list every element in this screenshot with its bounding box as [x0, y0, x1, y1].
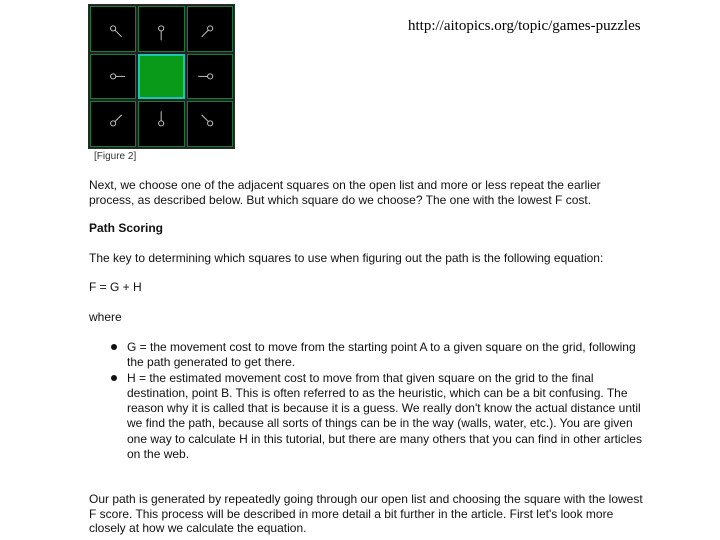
parent-pointer-icon	[91, 102, 135, 146]
intro-paragraph: Next, we choose one of the adjacent squares on the open list and more or less repeat the earlier process, as described below. But which square do we choose? The one with the lowest F cost.	[89, 178, 601, 207]
definition-list	[108, 340, 648, 462]
definition-h: H = the estimated movement cost to move from that given square on the grid to the final destination, point B. This is often referred to as the heuristic, which can be a bit confusing. The reason why it is called that is because it is a guess. We really don't know the actual distance until we find the path, because all sorts of things can be in the way (walls, water, etc.). You are given one way to calculate H in this tutorial, but there are many others that you can find in other articles on the web.	[127, 370, 642, 462]
equation: F = G + H	[89, 280, 142, 294]
section-heading: Path Scoring	[89, 221, 164, 235]
key-sentence: The key to determining which squares to use when figuring out the path is the following equation:	[89, 251, 604, 265]
pointer-dot	[207, 26, 212, 31]
bullet-icon	[111, 375, 117, 381]
figure-caption: [Figure 2]	[94, 151, 137, 162]
cell-start	[138, 54, 184, 100]
cell-w	[90, 54, 136, 100]
list-item	[108, 371, 648, 463]
pointer-dot	[111, 121, 116, 126]
cell-nw	[90, 6, 136, 52]
pointer-dot	[111, 26, 116, 31]
parent-pointer-icon	[188, 55, 232, 99]
pointer-dot	[111, 73, 116, 78]
pointer-line	[201, 30, 208, 37]
figure-grid	[88, 4, 235, 149]
parent-pointer-icon	[91, 7, 135, 51]
parent-pointer-icon	[91, 55, 135, 99]
cell-n	[138, 6, 184, 52]
cell-ne	[187, 6, 233, 52]
where-label: where	[89, 310, 122, 324]
cell-s	[138, 101, 184, 147]
pointer-line	[115, 115, 122, 122]
pointer-line	[201, 115, 208, 122]
parent-pointer-icon	[139, 102, 183, 146]
pointer-dot	[207, 73, 212, 78]
parent-pointer-icon	[139, 7, 183, 51]
parent-pointer-icon	[188, 7, 232, 51]
source-url: http://aitopics.org/topic/games-puzzles	[408, 18, 641, 34]
bullet-icon	[111, 344, 117, 350]
parent-pointer-icon	[188, 102, 232, 146]
list-item	[108, 340, 648, 371]
pointer-dot	[159, 121, 164, 126]
cell-e	[187, 54, 233, 100]
pointer-line	[115, 30, 122, 37]
pointer-dot	[207, 121, 212, 126]
closing-paragraph: Our path is generated by repeatedly going through our open list and choosing the square with the lowest F score. This process will be described in more detail a bit further in the article. First let's look more closely at how we calculate the equation.	[89, 492, 643, 535]
pointer-dot	[159, 26, 164, 31]
cell-sw	[90, 101, 136, 147]
definition-g: G = the movement cost to move from the starting point A to a given square on the grid, following the path generated to get there.	[127, 340, 636, 370]
cell-se	[187, 101, 233, 147]
